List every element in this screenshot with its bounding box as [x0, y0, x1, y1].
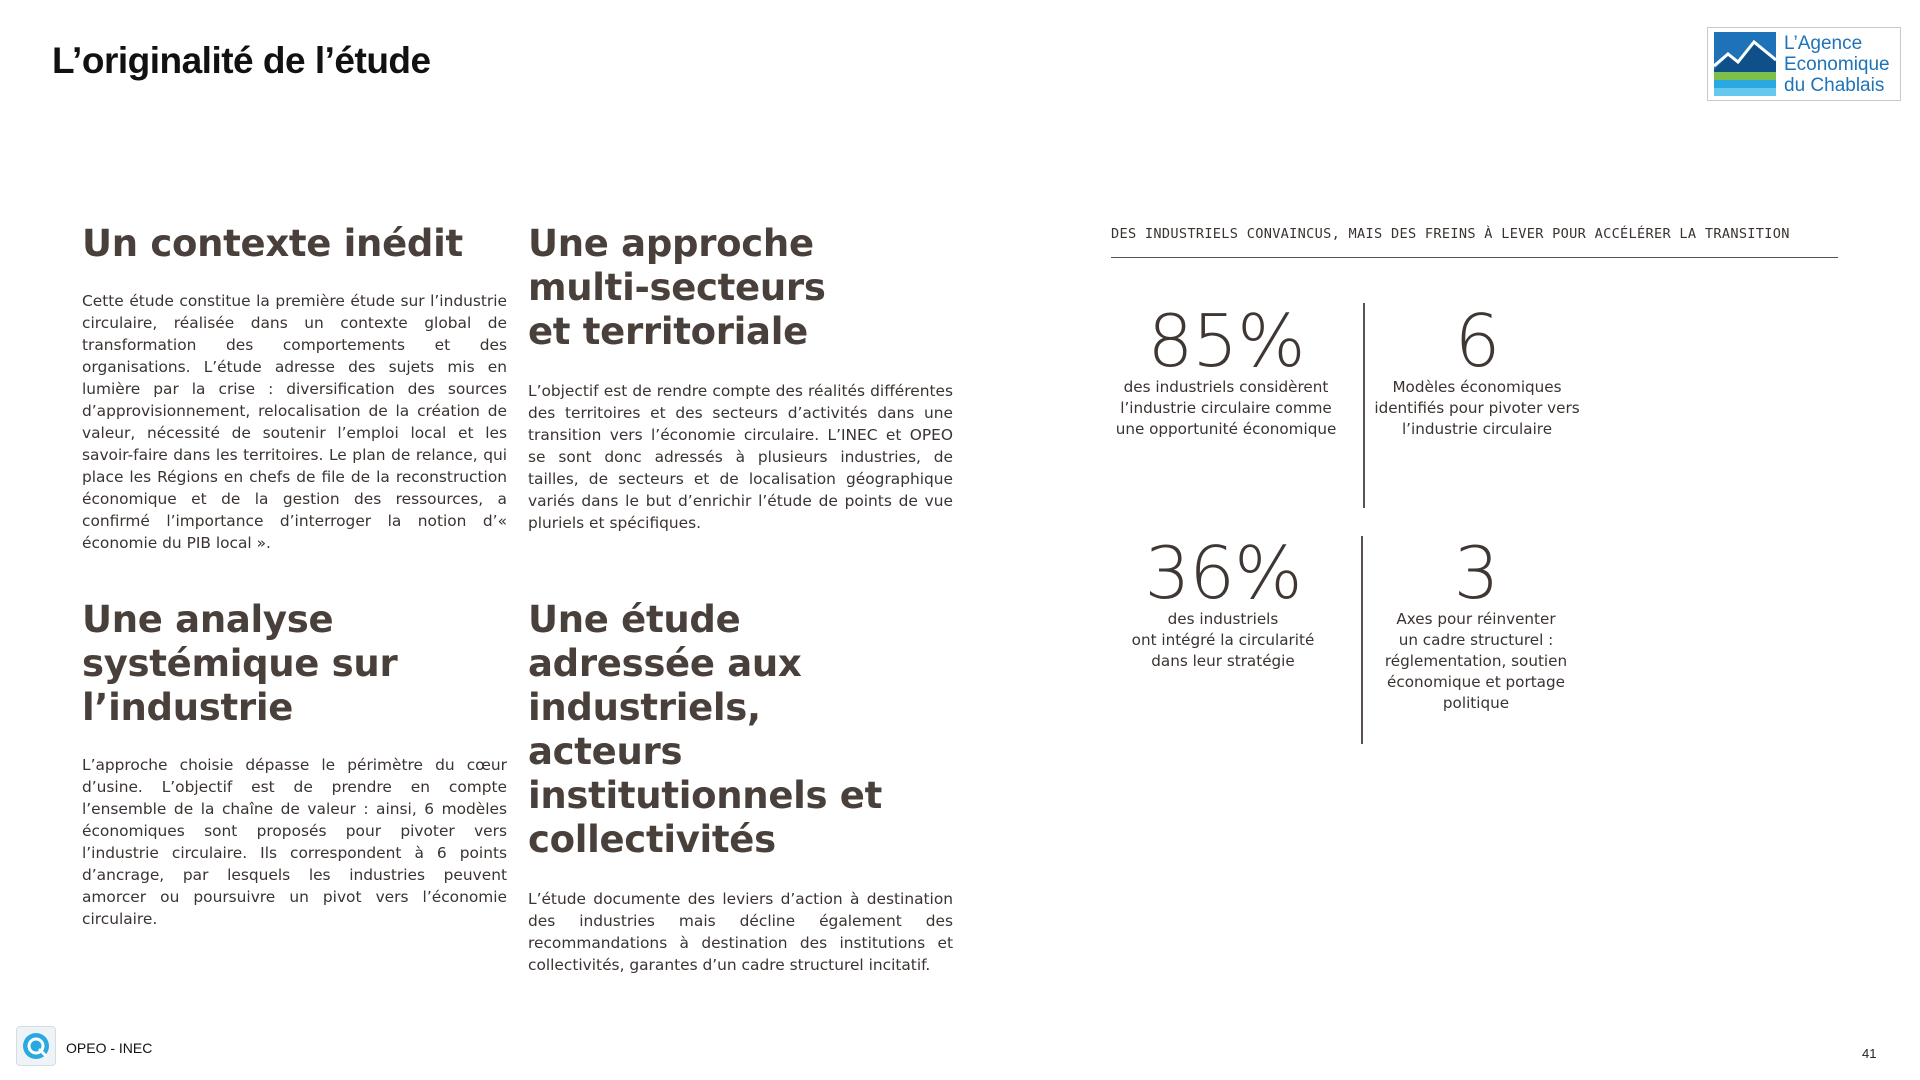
stat-value: 85%	[1147, 299, 1305, 383]
section-etude	[528, 598, 953, 976]
section-heading: Une analyse systémique sur l’industrie	[82, 598, 398, 729]
stat-85	[1106, 299, 1346, 440]
section-heading: Une approche multi-secteurs et territoriale	[528, 222, 826, 353]
section-approche	[528, 222, 953, 534]
logo-text	[1784, 33, 1890, 96]
stat-3	[1356, 531, 1596, 714]
stat-line: ont intégré la circularité	[1131, 631, 1315, 649]
stat-36	[1103, 531, 1343, 672]
stat-description	[1106, 377, 1346, 440]
section-heading: Une étude adressée aux industriels, acteurs institutionnels et collectivités	[528, 598, 882, 861]
logo-line-3: du Chablais	[1784, 74, 1885, 96]
stat-line: un cadre structurel :	[1398, 631, 1554, 649]
stat-line: économique et portage	[1387, 673, 1565, 691]
panel-divider	[1111, 257, 1838, 258]
section-body: Cette étude constitue la première étude sur l’industrie circulaire, réalisée dans un contexte global de transformation des comportements et des organisations. L’étude adresse des sujets mis en lumière par la crise : diversification des sources d’approvisionnement, relocalisation de la création de valeur, nécessité de soutenir l’emploi local et les savoir-faire dans les territoires. Le plan de relance, qui place les Régions en chefs de file de la reconstruction économique et de la gestion des ressources, a confirmé l’importance d’interroger la notion d’« économie du PIB local ».	[82, 292, 507, 552]
stat-6	[1357, 299, 1597, 440]
opeo-logo-icon	[16, 1026, 56, 1066]
stat-line: réglementation, soutien	[1384, 652, 1568, 670]
stat-line: des industriels considèrent	[1123, 378, 1329, 396]
stat-line: l’industrie circulaire	[1401, 420, 1553, 438]
stat-line: dans leur stratégie	[1151, 652, 1295, 670]
stat-value: 36%	[1144, 531, 1302, 615]
section-body: L’étude documente des leviers d’action à destination des industries mais décline également des recommandations à destination des institutions et collectivités, garantes d’un cadre structurel incitatif.	[528, 890, 953, 974]
agence-economique-logo	[1707, 27, 1901, 101]
mountain-wave-logo-icon	[1714, 32, 1776, 96]
logo-line-1: L’Agence	[1784, 32, 1863, 54]
stat-line: une opportunité économique	[1115, 420, 1337, 438]
stat-line: des industriels	[1167, 610, 1279, 628]
slide-title: L’originalité de l’étude	[52, 40, 431, 81]
stat-line: Modèles économiques	[1392, 378, 1562, 396]
stat-value: 6	[1454, 299, 1500, 383]
stat-description	[1103, 609, 1343, 672]
stat-description	[1356, 609, 1596, 714]
stat-value: 3	[1453, 531, 1499, 615]
section-analyse	[82, 598, 507, 930]
page-number: 41	[1862, 1046, 1877, 1061]
stat-line: identifiés pour pivoter vers	[1374, 399, 1580, 417]
panel-title: DES INDUSTRIELS CONVAINCUS, MAIS DES FREINS À LEVER POUR ACCÉLÉRER LA TRANSITION	[1111, 226, 1790, 242]
section-heading: Un contexte inédit	[82, 222, 463, 265]
logo-line-2: Economique	[1784, 53, 1890, 75]
footer-label: OPEO - INEC	[66, 1040, 153, 1056]
section-body: L’objectif est de rendre compte des réalités différentes des territoires et des secteurs d’activités dans une transition vers l’économie circulaire. L’INEC et OPEO se sont donc adressés à plusieurs industries, de tailles, de secteurs et de localisation géographique variés dans le but d’enrichir l’étude de points de vue pluriels et spécifiques.	[528, 382, 953, 532]
stat-line: l’industrie circulaire comme	[1120, 399, 1332, 417]
opeo-circle-icon	[21, 1031, 51, 1061]
stat-line: politique	[1442, 694, 1510, 712]
section-body: L’approche choisie dépasse le périmètre du cœur d’usine. L’objectif est de prendre en compte l’ensemble de la chaîne de valeur : ainsi, 6 modèles économiques sont proposés pour pivoter vers l’industrie circulaire. Ils correspondent à 6 points d’ancrage, par lesquels les industries peuvent amorcer ou poursuivre un pivot vers l’économie circulaire.	[82, 756, 507, 928]
section-contexte	[82, 222, 507, 554]
stat-line: Axes pour réinventer	[1396, 610, 1556, 628]
stat-description	[1357, 377, 1597, 440]
